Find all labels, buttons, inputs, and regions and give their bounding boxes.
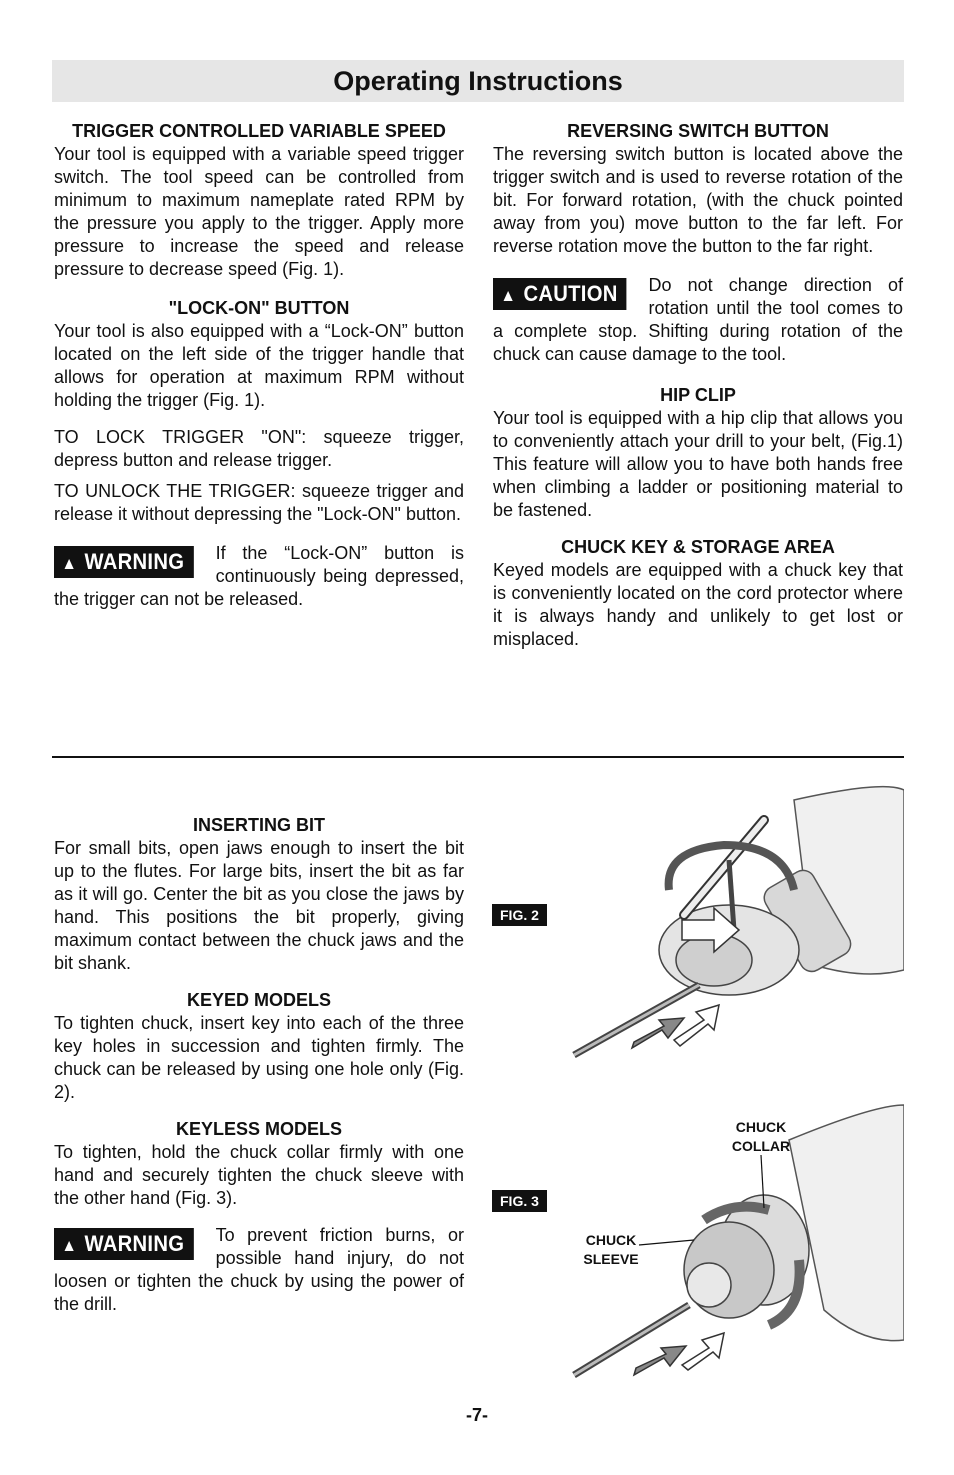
fig-2-label: FIG. 2	[492, 904, 547, 926]
trigger-heading: TRIGGER CONTROLLED VARIABLE SPEED	[72, 121, 446, 141]
hip-clip-section	[493, 384, 903, 522]
keyed-body: To tighten chuck, insert key into each of the three key holes in succession and tighten firmly. The chuck can be released by using one hole only (Fig. 2).	[54, 1013, 464, 1102]
page-title: Operating Instructions	[52, 60, 904, 102]
inserting-section	[54, 814, 464, 975]
trigger-section	[54, 120, 464, 281]
chuck-key-heading: CHUCK KEY & STORAGE AREA	[561, 537, 835, 557]
warning-triangle-icon: ▲	[61, 554, 78, 573]
warning-triangle-icon: ▲	[61, 1236, 78, 1255]
inserting-heading: INSERTING BIT	[192, 815, 325, 835]
chuck-sleeve-callout: CHUCK SLEEVE	[583, 1232, 639, 1267]
lower-left-column	[54, 814, 464, 1324]
upper-right-column	[493, 120, 903, 665]
unlock-text: TO UNLOCK THE TRIGGER: squeeze trigger and release it without depressing the "Lock-ON" button.	[54, 481, 464, 524]
warning-lock-on-text: If the “Lock-ON” button is continuously being depressed, the trigger can not be released.	[54, 543, 464, 609]
warning-chuck-text: To prevent friction burns, or possible hand injury, do not loosen or tighten the chuck by using the power of the drill.	[54, 1225, 464, 1314]
reversing-body: The reversing switch button is located above the trigger switch and is used to reverse rotation of the bit. For forward rotation, (with the chuck pointed away from you) move button to the far left. For reverse rotation move the button to the far right.	[493, 144, 903, 256]
lock-text: TO LOCK TRIGGER "ON": squeeze trigger, depress button and release trigger.	[54, 427, 464, 470]
inserting-body: For small bits, open jaws enough to insert the bit up to the flutes. For large bits, insert the bit as far as it will go. Center the bit as you close the jaws by hand. This positions the bit properly, giving maximum contact between the chuck jaws and the bit shank.	[54, 838, 464, 973]
hip-clip-body: Your tool is equipped with a hip clip that allows you to conveniently attach your drill to your belt, (Fig.1) This feature will allow you to have both hands free when climbing a ladder or positioning material to be fastened.	[493, 408, 903, 520]
reversing-section	[493, 120, 903, 258]
chuck-collar-callout: CHUCK COLLAR	[731, 1119, 791, 1154]
section-divider	[52, 756, 904, 758]
trigger-body: Your tool is equipped with a variable speed trigger switch. The tool speed can be controlled from minimum to maximum nameplate rated RPM by the pressure you apply to the trigger. Apply more pressure to increase the speed and release pressure to decrease speed (Fig. 1).	[54, 144, 464, 279]
fig-3-label: FIG. 3	[492, 1190, 547, 1212]
keyed-section	[54, 989, 464, 1104]
reversing-heading: REVERSING SWITCH BUTTON	[567, 121, 829, 141]
lock-on-section	[54, 297, 464, 526]
caution-triangle-icon: ▲	[500, 286, 517, 305]
fig-2-illustration	[564, 780, 904, 1070]
caution-badge: ▲ CAUTION	[493, 278, 627, 310]
chuck-key-section	[493, 536, 903, 651]
warning-badge-2: ▲ WARNING	[54, 1228, 193, 1260]
page-number: -7-	[466, 1405, 488, 1425]
caution-block	[493, 274, 903, 366]
keyless-heading: KEYLESS MODELS	[175, 1119, 343, 1139]
caution-text: Do not change direction of rotation until the tool comes to a complete stop. Shifting during rotation of the chuck can cause damage to the tool.	[493, 275, 903, 364]
warning-chuck	[54, 1224, 464, 1316]
keyed-heading: KEYED MODELS	[186, 990, 332, 1010]
lock-on-heading: "LOCK-ON" BUTTON	[168, 298, 350, 318]
chuck-key-body: Keyed models are equipped with a chuck key that is conveniently located on the cord protector where it is always handy and unlikely to get lost or misplaced.	[493, 560, 903, 649]
hip-clip-heading: HIP CLIP	[660, 385, 736, 405]
keyless-body: To tighten, hold the chuck collar firmly with one hand and securely tighten the chuck sleeve with the other hand (Fig. 3).	[54, 1142, 464, 1208]
lock-on-body: Your tool is also equipped with a “Lock-ON” button located on the left side of the trigger handle that allows for operation at maximum RPM without holding the trigger (Fig. 1).	[54, 321, 464, 410]
warning-lock-on	[54, 542, 464, 611]
upper-left-column	[54, 120, 464, 619]
keyless-section	[54, 1118, 464, 1210]
warning-badge: ▲ WARNING	[54, 546, 193, 578]
